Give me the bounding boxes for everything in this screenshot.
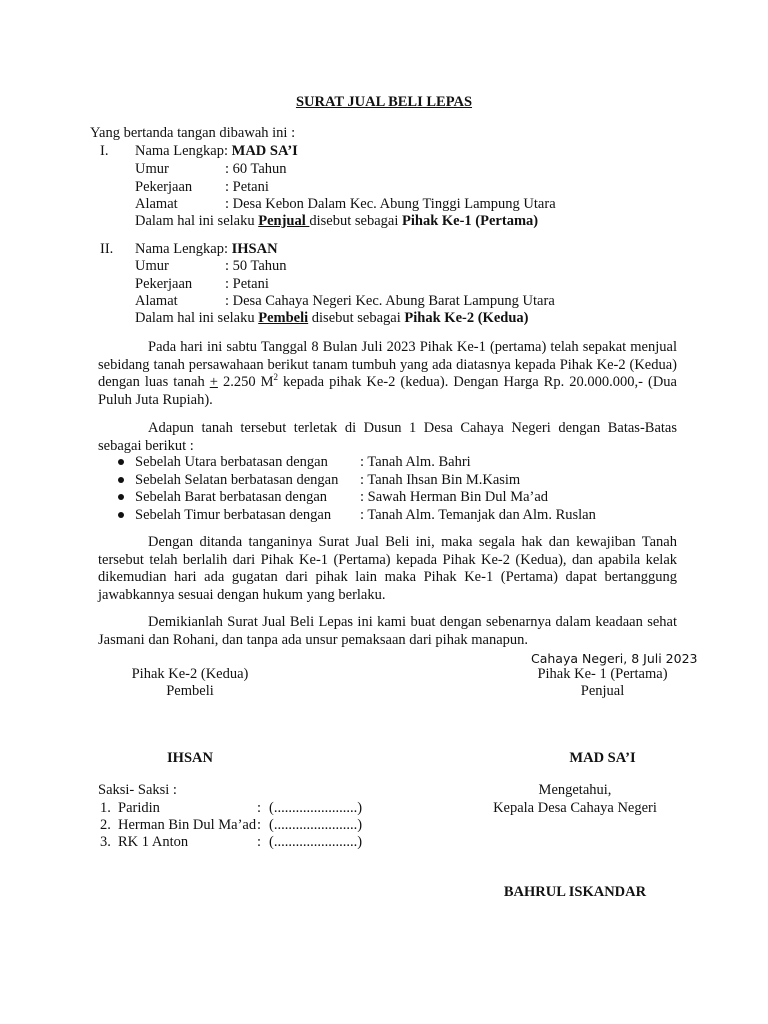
role-line — [135, 213, 538, 230]
seller-name: MAD SA’I — [231, 143, 298, 159]
seller-role-label: Penjual — [580, 683, 625, 699]
address-value: : Desa Cahaya Negeri Kec. Abung Barat Lampung Utara — [225, 293, 555, 309]
witness-number: 3. — [100, 834, 111, 850]
border-label: Sebelah Timur berbatasan dengan — [135, 507, 332, 523]
buyer-signature-name: IHSAN — [167, 750, 213, 766]
witness-colon: : — [257, 834, 262, 850]
witness-colon: : — [257, 800, 262, 816]
address-label: Alamat — [135, 293, 178, 309]
role-prefix: Dalam hal ini selaku — [135, 213, 259, 229]
age-label: Umur — [135, 161, 169, 177]
border-label: Sebelah Utara berbatasan dengan — [135, 454, 328, 470]
role-buyer: Pembeli — [258, 310, 309, 326]
village-head-name: BAHRUL ISKANDAR — [503, 884, 647, 900]
bullet-icon — [118, 477, 124, 483]
witness-heading: Saksi- Saksi : — [98, 782, 177, 798]
witness-name: RK 1 Anton — [118, 834, 189, 850]
intro-text: Yang bertanda tangan dibawah ini : — [90, 125, 296, 141]
witness-number: 2. — [100, 817, 111, 833]
buyer-party-label: Pihak Ke-2 (Kedua) — [131, 666, 249, 682]
border-value: : Tanah Alm. Temanjak dan Alm. Ruslan — [360, 507, 596, 523]
job-label: Pekerjaan — [135, 179, 193, 195]
para1-part1: Pada hari ini sabtu Tanggal 8 Bulan Juli 2023 Pihak Ke-1 (pertama) telah sepakat menjual sebidang tanah persawahaan berikut tanam tumbuh yang ada diatasnya kepada Pihak Ke-2 (Kedua) dengan luas tanah — [98, 339, 677, 390]
location-paragraph — [98, 420, 677, 455]
bullet-icon — [118, 494, 124, 500]
para4-text: Demikianlah Surat Jual Beli Lepas ini kami buat dengan sebenarnya dalam keadaan sehat Jasmani dan Rohani, dan tanpa ada unsur pemaksaan dari pihak manapun. — [98, 614, 677, 648]
transaction-paragraph — [98, 339, 677, 409]
witness-name: Herman Bin Dul Ma’ad — [118, 817, 257, 833]
witness-colon: : — [257, 817, 262, 833]
role-party: Pihak Ke-1 (Pertama) — [402, 213, 539, 229]
witness-signature-blank: (.......................) — [269, 834, 363, 850]
border-value: : Sawah Herman Bin Dul Ma’ad — [360, 489, 549, 505]
name-row — [135, 143, 298, 160]
witness-number: 1. — [100, 800, 111, 816]
border-value: : Tanah Alm. Bahri — [360, 454, 471, 470]
acknowledge-label: Mengetahui, — [538, 782, 612, 798]
buyer-name: IHSAN — [231, 241, 278, 257]
witness-name: Paridin — [118, 800, 160, 816]
witness-signature-blank: (.......................) — [269, 800, 363, 816]
name-row — [135, 241, 278, 258]
job-value: : Petani — [225, 179, 269, 195]
para1-part2: 2.250 M — [217, 374, 274, 390]
buyer-role-label: Pembeli — [166, 683, 214, 699]
rights-transfer-paragraph — [98, 534, 677, 604]
border-label: Sebelah Barat berbatasan dengan — [135, 489, 328, 505]
role-mid: disebut sebagai — [308, 310, 405, 326]
age-label: Umur — [135, 258, 169, 274]
name-label: Nama Lengkap: — [135, 143, 229, 159]
border-label: Sebelah Selatan berbatasan dengan — [135, 472, 339, 488]
para3-text: Dengan ditanda tanganinya Surat Jual Beli ini, maka segala hak dan kewajiban Tanah tersebut telah berlalih dari Pihak Ke-1 (Pertama) kepada Pihak Ke-2 (Kedua), dan apabila kelak dikemudian hari ada gugatan dari pihak lain maka Pihak Ke-1 (Pertama) dapat bertanggung jawabkannya sesuai dengan hukum yang berlaku. — [98, 534, 677, 603]
witness-signature-blank: (.......................) — [269, 817, 363, 833]
address-value: : Desa Kebon Dalam Kec. Abung Tinggi Lampung Utara — [225, 196, 556, 212]
village-head-office: Kepala Desa Cahaya Negeri — [493, 800, 657, 816]
document-title: SURAT JUAL BELI LEPAS — [295, 94, 473, 110]
party-number: I. — [100, 143, 109, 159]
role-seller: Penjual — [258, 213, 310, 229]
place-date: Cahaya Negeri, 8 Juli 2023 — [531, 651, 698, 666]
role-mid: disebut sebagai — [309, 213, 402, 229]
job-value: : Petani — [225, 276, 269, 292]
square-superscript: 2 — [273, 372, 279, 383]
age-value: : 60 Tahun — [225, 161, 287, 177]
job-label: Pekerjaan — [135, 276, 193, 292]
role-party: Pihak Ke-2 (Kedua) — [404, 310, 529, 326]
role-prefix: Dalam hal ini selaku — [135, 310, 259, 326]
age-value: : 50 Tahun — [225, 258, 287, 274]
name-label: Nama Lengkap: — [135, 241, 229, 257]
bullet-icon — [118, 512, 124, 518]
para2-text: Adapun tanah tersebut terletak di Dusun 1 Desa Cahaya Negeri dengan Batas-Batas sebagai berikut : — [98, 420, 677, 454]
closing-paragraph — [98, 614, 677, 649]
seller-party-label: Pihak Ke- 1 (Pertama) — [537, 666, 668, 682]
border-value: : Tanah Ihsan Bin M.Kasim — [360, 472, 521, 488]
seller-signature-name: MAD SA’I — [569, 750, 636, 766]
plus-minus-sign: + — [209, 374, 218, 390]
role-line — [135, 310, 528, 327]
para1-part3: kepada pihak Ke-2 (kedua). Dengan Harga Rp. 20.000.000,- (Dua Puluh Juta Rupiah). — [98, 374, 677, 408]
bullet-icon — [118, 459, 124, 465]
address-label: Alamat — [135, 196, 178, 212]
party-number: II. — [100, 241, 114, 257]
